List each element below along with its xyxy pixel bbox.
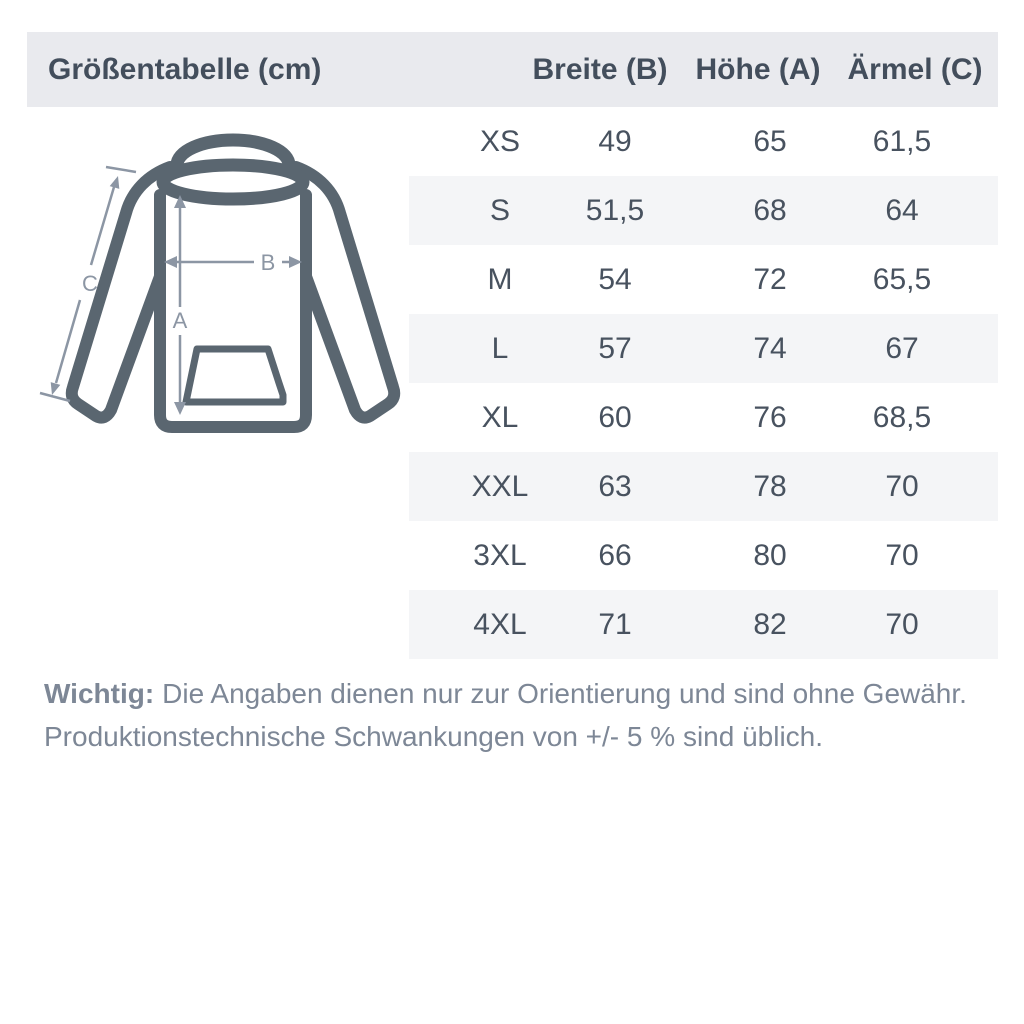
aermel-value: 70 [885,608,919,641]
table-row [409,590,998,659]
arrowhead-c-bottom-icon [51,382,61,395]
hoehe-value: 78 [753,470,787,503]
aermel-value: 64 [885,194,919,227]
dimension-label-c: C [82,271,98,296]
dimension-label-a: A [172,308,188,333]
note-important-label: Wichtig: [44,678,155,709]
disclaimer-note [44,672,989,758]
breite-value: 49 [598,125,632,158]
breite-value: 57 [598,332,632,365]
table-row [409,176,998,245]
breite-value: 63 [598,470,632,503]
aermel-value: 65,5 [872,263,932,296]
hoehe-value: 76 [753,401,787,434]
hoodie-outline-icon [72,140,394,427]
arrowhead-c-top-icon [110,176,120,189]
table-row [409,314,998,383]
breite-value: 71 [598,608,632,641]
note-line1: Die Angaben dienen nur zur Orientierung und sind ohne Gewähr. [162,678,967,709]
size-label: L [491,332,509,365]
size-label: XL [481,401,519,434]
aermel-value: 67 [885,332,919,365]
hoehe-value: 68 [753,194,787,227]
hoehe-value: 74 [753,332,787,365]
aermel-value: 68,5 [872,401,932,434]
size-label: S [489,194,511,227]
size-label: M [487,263,513,296]
breite-value: 66 [598,539,632,572]
table-row [409,107,998,176]
aermel-value: 70 [885,539,919,572]
aermel-value: 70 [885,470,919,503]
aermel-value: 61,5 [872,125,932,158]
table-row [409,245,998,314]
size-table [409,107,998,659]
size-label: XXL [471,470,529,503]
size-label: 4XL [473,608,527,641]
dimension-label-b: B [260,250,276,275]
size-label: 3XL [473,539,527,572]
hoodie-pocket [186,349,283,402]
size-label: XS [479,125,521,158]
chart-title: Größentabelle (cm) [48,53,322,86]
hoodie-diagram [30,125,410,455]
breite-value: 54 [598,263,632,296]
column-header-aermel: Ärmel (C) [847,53,983,86]
note-line2: Produktionstechnische Schwankungen von +/- 5 % sind üblich. [44,721,824,752]
breite-value: 51,5 [585,194,645,227]
size-chart-header [27,32,998,107]
hoehe-value: 65 [753,125,787,158]
column-header-hoehe: Höhe (A) [695,53,821,86]
table-row [409,383,998,452]
table-row [409,521,998,590]
breite-value: 60 [598,401,632,434]
hoehe-value: 82 [753,608,787,641]
hoehe-value: 80 [753,539,787,572]
hoehe-value: 72 [753,263,787,296]
table-row [409,452,998,521]
column-header-breite: Breite (B) [532,53,668,86]
hoodie-collar [163,165,303,199]
